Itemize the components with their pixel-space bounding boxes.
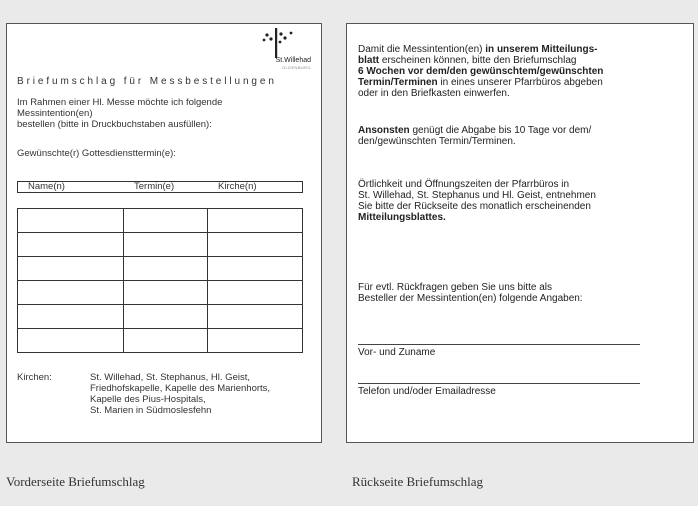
- table-cell[interactable]: [208, 257, 302, 280]
- envelope-back-card: [346, 23, 694, 443]
- logo-name: St.Willehad: [275, 57, 311, 64]
- table-cell[interactable]: [18, 257, 124, 280]
- table-cell[interactable]: [124, 329, 208, 352]
- contact-field-line[interactable]: [358, 383, 640, 384]
- office-info-paragraph: [358, 179, 596, 223]
- paragraph-line: [358, 201, 596, 212]
- name-field-line[interactable]: [358, 344, 640, 345]
- intro-text: [17, 97, 222, 130]
- kirchen-label: Kirchen:: [17, 372, 52, 383]
- text: Damit die Messintention(en): [358, 44, 486, 55]
- contact-field-label: Telefon und/oder Emailadresse: [358, 386, 496, 397]
- logo-subtitle: OLDENBURG: [282, 65, 311, 70]
- table-cell[interactable]: [208, 209, 302, 232]
- header-names: Name(n): [28, 181, 65, 192]
- paragraph-line: [358, 293, 583, 304]
- paragraph-line: [358, 136, 591, 147]
- paragraph-line: [358, 77, 603, 88]
- table-cell[interactable]: [18, 329, 124, 352]
- intro-line: bestellen (bitte in Druckbuchstaben ausfüllen):: [17, 119, 212, 130]
- kirchen-line: Kapelle des Pius-Hospitals,: [90, 394, 206, 405]
- paragraph-line: [358, 55, 603, 66]
- intro-line: Messintention(en): [17, 108, 93, 119]
- text: Für evtl. Rückfragen geben Sie uns bitte als: [358, 282, 552, 293]
- text: Sie bitte der Rückseite des monatlich erscheinenden: [358, 201, 591, 212]
- table-row: [18, 281, 302, 305]
- paragraph-line: [358, 190, 596, 201]
- bold-text: Mitteilungsblattes.: [358, 212, 446, 223]
- bold-text: blatt: [358, 55, 380, 66]
- name-field-label: Vor- und Zuname: [358, 347, 436, 358]
- kirchen-line: St. Willehad, St. Stephanus, Hl. Geist,: [90, 372, 250, 383]
- text: Örtlichkeit und Öffnungszeiten der Pfarrbüros in: [358, 179, 570, 190]
- back-caption: Rückseite Briefumschlag: [352, 474, 484, 489]
- table-row: [18, 257, 302, 281]
- paragraph-line: [358, 88, 603, 99]
- parish-logo: [247, 28, 311, 70]
- kirchen-list: [90, 372, 270, 416]
- table-cell[interactable]: [208, 233, 302, 256]
- bold-text: Termin/Terminen: [358, 77, 438, 88]
- front-caption: Vorderseite Briefumschlag: [6, 474, 145, 489]
- text: oder in den Briefkasten einwerfen.: [358, 88, 510, 99]
- text: den/gewünschten Termin/Terminen.: [358, 136, 516, 147]
- paragraph-line: [358, 212, 596, 223]
- paragraph-line: [358, 282, 583, 293]
- table-row: [18, 329, 302, 352]
- bold-text: in unserem Mitteilungs-: [485, 44, 598, 55]
- paragraph-line: [358, 125, 591, 136]
- deadline-paragraph: [358, 125, 591, 147]
- table-cell[interactable]: [208, 281, 302, 304]
- text: Besteller der Messintention(en) folgende Angaben:: [358, 293, 583, 304]
- bold-text: Ansonsten: [358, 125, 410, 136]
- table-row: [18, 209, 302, 233]
- paragraph-line: [358, 44, 603, 55]
- table-cell[interactable]: [18, 209, 124, 232]
- text: St. Willehad, St. Stephanus und Hl. Geist, entnehmen: [358, 190, 596, 201]
- order-table: [17, 208, 303, 353]
- instruction-paragraph: [358, 44, 603, 99]
- table-cell[interactable]: [124, 257, 208, 280]
- table-cell[interactable]: [124, 209, 208, 232]
- table-cell[interactable]: [124, 305, 208, 328]
- table-cell[interactable]: [18, 305, 124, 328]
- cross-logo-icon: [247, 28, 311, 58]
- table-cell[interactable]: [124, 281, 208, 304]
- table-row: [18, 305, 302, 329]
- front-title: Briefumschlag für Messbestellungen: [17, 76, 277, 87]
- contact-request-paragraph: [358, 282, 583, 304]
- text: erscheinen können, bitte den Briefumschlag: [379, 55, 577, 66]
- text: in eines unserer Pfarrbüros abgeben: [437, 77, 603, 88]
- table-cell[interactable]: [208, 329, 302, 352]
- bold-text: 6 Wochen vor dem/den gewünschtem/gewünschten: [358, 66, 604, 77]
- kirchen-line: Friedhofskapelle, Kapelle des Marienhorts,: [90, 383, 271, 394]
- paragraph-line: [358, 66, 603, 77]
- table-row: [18, 233, 302, 257]
- intro-line: Im Rahmen einer Hl. Messe möchte ich folgende: [17, 97, 223, 108]
- kirchen-line: St. Marien in Südmoslesfehn: [90, 405, 212, 416]
- text: genügt die Abgabe bis 10 Tage vor dem/: [409, 125, 592, 136]
- dates-label: Gewünschte(r) Gottesdiensttermin(e):: [17, 148, 176, 159]
- table-cell[interactable]: [208, 305, 302, 328]
- table-cell[interactable]: [18, 281, 124, 304]
- envelope-front-card: [6, 23, 322, 443]
- paragraph-line: [358, 179, 596, 190]
- header-churches: Kirche(n): [218, 181, 257, 192]
- table-cell[interactable]: [124, 233, 208, 256]
- header-dates: Termin(e): [134, 181, 175, 192]
- table-cell[interactable]: [18, 233, 124, 256]
- table-header: [17, 181, 303, 193]
